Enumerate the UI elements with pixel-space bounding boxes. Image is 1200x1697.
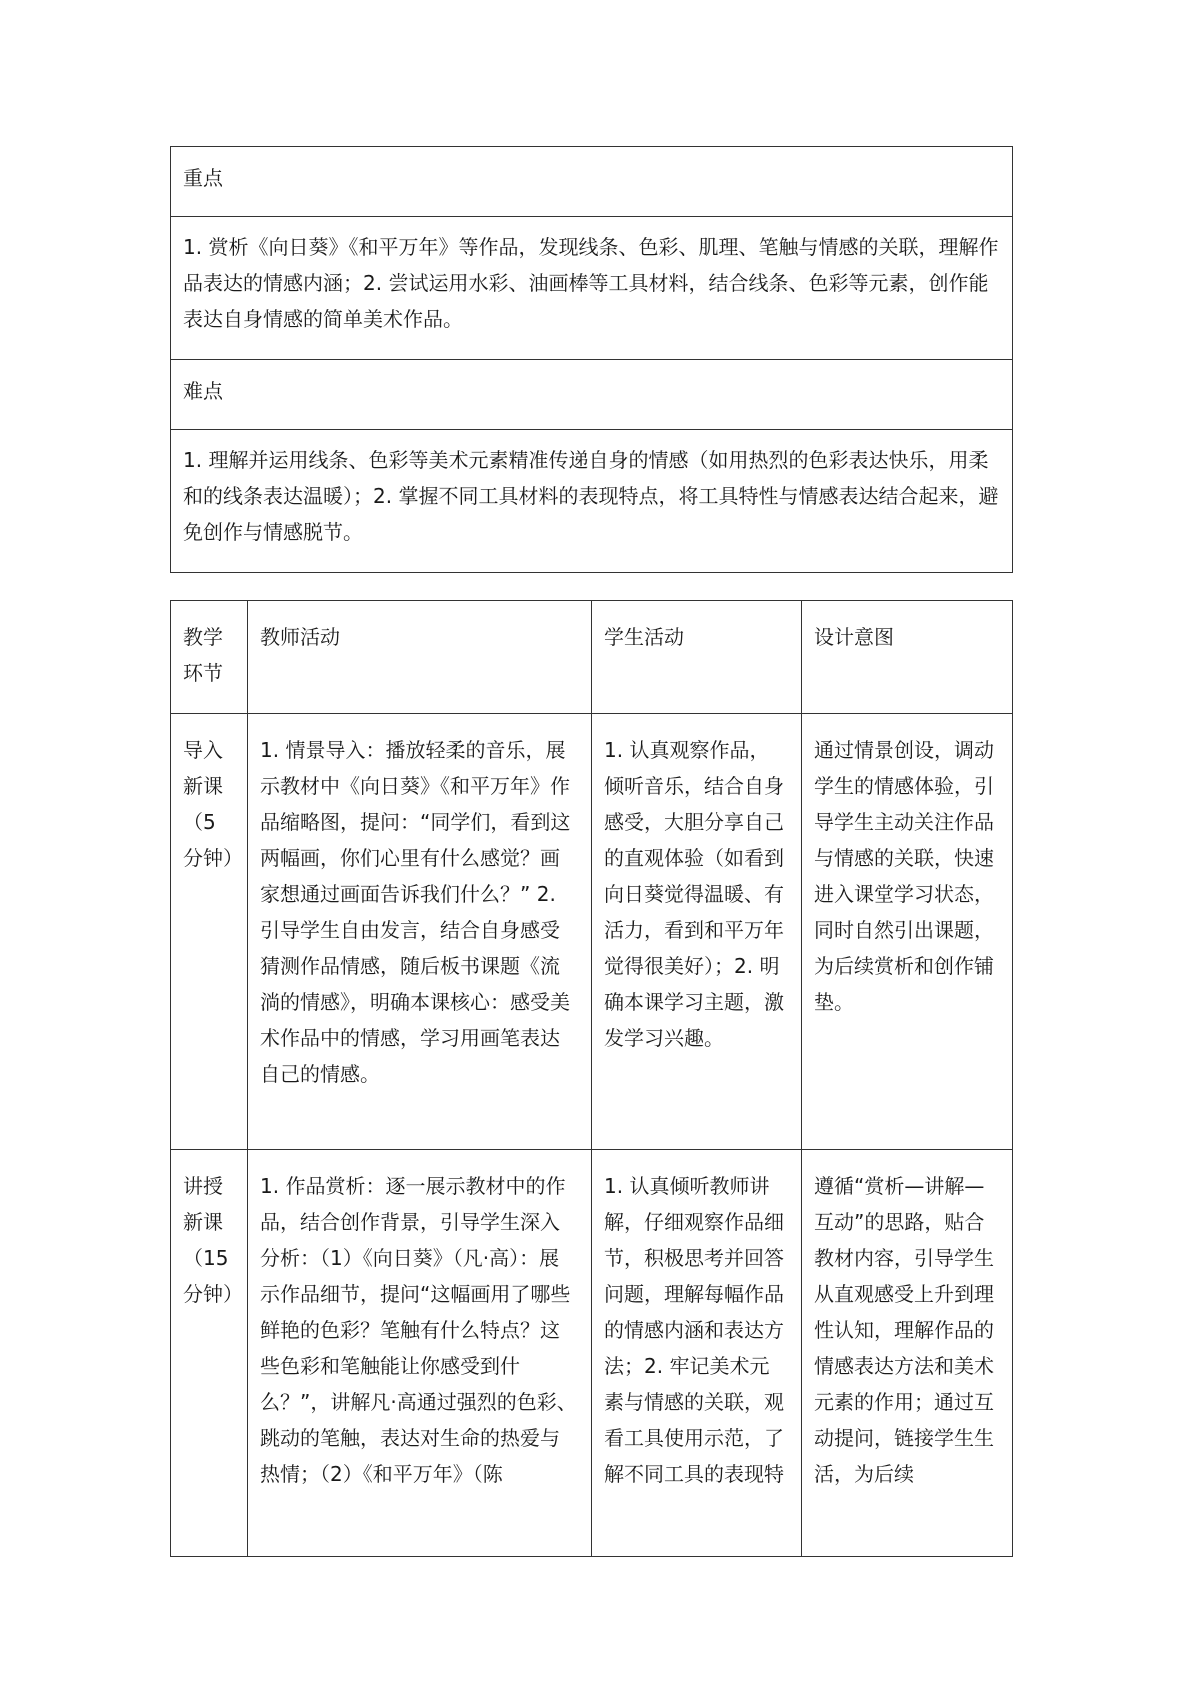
difficult-points-heading: 难点 [171, 360, 1013, 430]
difficult-points-text: 1. 理解并运用线条、色彩等美术元素精准传递自身的情感（如用热烈的色彩表达快乐，用柔和的线条表达温暖）；2. 掌握不同工具材料的表现特点，将工具特性与情感表达结合起来，避免创作与情感脱节。 [171, 430, 1013, 573]
process-header-row [171, 601, 1013, 714]
stage-cell: 导入新课（5分钟） [171, 714, 248, 1150]
design-intent-cell: 通过情景创设，调动学生的情感体验，引导学生主动关注作品与情感的关联，快速进入课堂学习状态，同时自然引出课题，为后续赏析和创作铺垫。 [802, 714, 1013, 1150]
difficult-points-heading-row [171, 360, 1013, 430]
header-stage: 教学环节 [171, 601, 248, 714]
lesson-plan-document [170, 146, 1012, 1557]
objectives-table [170, 146, 1013, 573]
student-activity-cell: 1. 认真观察作品，倾听音乐，结合自身感受，大胆分享自己的直观体验（如看到向日葵觉得温暖、有活力，看到和平万年觉得很美好）；2. 明确本课学习主题，激发学习兴趣。 [592, 714, 802, 1150]
teacher-activity-cell: 1. 情景导入：播放轻柔的音乐，展示教材中《向日葵》《和平万年》作品缩略图，提问：“同学们，看到这两幅画，你们心里有什么感觉？画家想通过画面告诉我们什么？” 2. 引导学生自由发言，结合自身感受猜测作品情感，随后板书课题《流淌的情感》，明确本课核心：感受美术作品中的情感，学习用画笔表达自己的情感。 [248, 714, 592, 1150]
key-points-heading-row [171, 147, 1013, 217]
header-teacher-activity: 教师活动 [248, 601, 592, 714]
key-points-text: 1. 赏析《向日葵》《和平万年》等作品，发现线条、色彩、肌理、笔触与情感的关联，理解作品表达的情感内涵；2. 尝试运用水彩、油画棒等工具材料，结合线条、色彩等元素，创作能表达自身情感的简单美术作品。 [171, 217, 1013, 360]
difficult-points-body-row [171, 430, 1013, 573]
stage-cell: 讲授新课（15分钟） [171, 1150, 248, 1557]
table-row [171, 714, 1013, 1150]
key-points-body-row [171, 217, 1013, 360]
key-points-heading: 重点 [171, 147, 1013, 217]
table-row [171, 1150, 1013, 1557]
teaching-process-table [170, 600, 1013, 1557]
student-activity-cell: 1. 认真倾听教师讲解，仔细观察作品细节，积极思考并回答问题，理解每幅作品的情感内涵和表达方法；2. 牢记美术元素与情感的关联，观看工具使用示范，了解不同工具的表现特 [592, 1150, 802, 1557]
teacher-activity-cell: 1. 作品赏析：逐一展示教材中的作品，结合创作背景，引导学生深入分析：（1）《向日葵》（凡·高）：展示作品细节，提问“这幅画用了哪些鲜艳的色彩？笔触有什么特点？这些色彩和笔触能让你感受到什么？”，讲解凡·高通过强烈的色彩、跳动的笔触，表达对生命的热爱与热情；（2）《和平万年》（陈 [248, 1150, 592, 1557]
header-student-activity: 学生活动 [592, 601, 802, 714]
header-design-intent: 设计意图 [802, 601, 1013, 714]
design-intent-cell: 遵循“赏析—讲解—互动”的思路，贴合教材内容，引导学生从直观感受上升到理性认知，理解作品的情感表达方法和美术元素的作用；通过互动提问，链接学生生活，为后续 [802, 1150, 1013, 1557]
